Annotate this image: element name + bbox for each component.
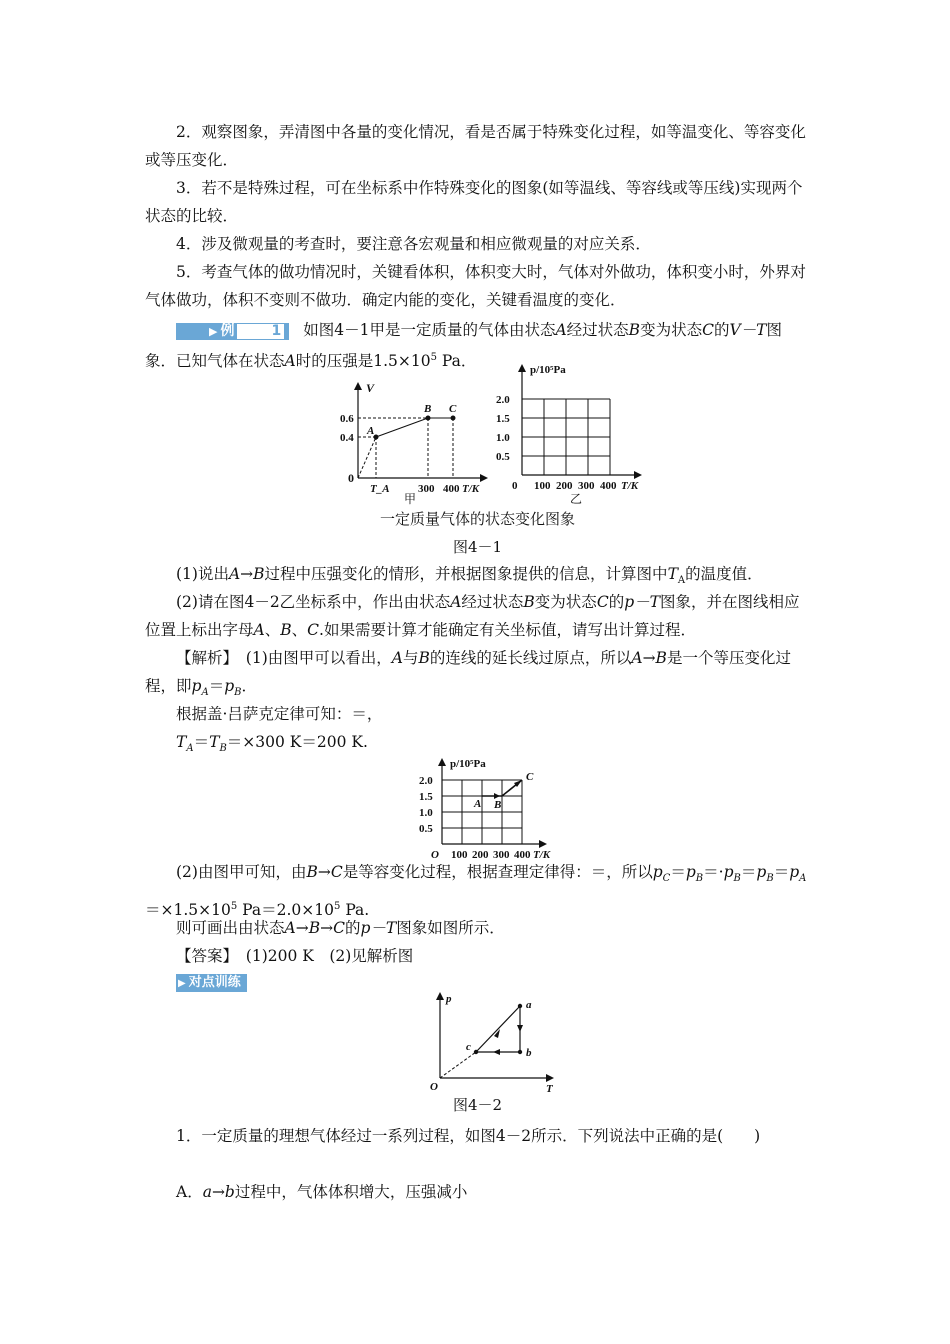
example-tag: ▶ 例 1 — [176, 323, 289, 340]
paragraph-2: 2．观察图象，弄清图中各量的变化情况，看是否属于特殊变化过程，如等温变化、等容变化或等压变化． — [145, 123, 806, 169]
point-a-label: A — [474, 798, 482, 810]
origin-label: O — [430, 1081, 438, 1092]
point-b-label: b — [526, 1047, 532, 1059]
x-axis-label: T/K — [621, 480, 639, 492]
figure-caption-4-1: 图4－1 — [452, 538, 503, 556]
solution-pt-graph — [415, 758, 555, 860]
point-c-label: C — [449, 403, 457, 415]
y-tick-2-0: 2.0 — [419, 775, 433, 787]
play-arrow-icon: ▶ — [178, 978, 186, 989]
y-tick-1-5: 1.5 — [496, 413, 510, 425]
y-tick-1-5: 1.5 — [419, 791, 433, 803]
paragraph-3: 3．若不是特殊过程，可在坐标系中作特殊变化的图象(如等温线、等容线或等压线)实现两个状态的比较． — [145, 179, 803, 225]
point-b — [518, 1050, 522, 1054]
point-a — [518, 1004, 522, 1008]
p-axis-label: p/10⁵Pa — [530, 364, 566, 376]
point-c — [451, 416, 456, 421]
x-tick-200: 200 — [556, 480, 573, 492]
point-b-label: B — [424, 403, 432, 415]
t-axis-label: T — [546, 1083, 553, 1092]
x-tick-400: 400 — [514, 849, 531, 860]
question-2: (2)请在图4－2乙坐标系中，作出由状态A经过状态B变为状态C的p－T图象，并在图线相应位置上标出字母A、B、C.如果需要计算才能确定有关坐标值，请写出计算过程． — [145, 593, 800, 639]
figure-caption-4-2: 图4－2 — [452, 1096, 503, 1114]
x-tick-400: 400 — [600, 480, 617, 492]
v-axis-label: V — [366, 381, 375, 395]
point-b-label: B — [494, 799, 502, 811]
vt-graph — [340, 378, 490, 506]
sublabel-jia: 甲 — [404, 492, 417, 506]
option-a: A．a→b过程中，气体体积增大，压强减小 — [176, 1183, 468, 1201]
paragraph-5: 5．考查气体的做功情况时，关键看体积，体积变大时，气体对外做功，体积变小时，外界对气体做功，体积不变则不做功．确定内能的变化，关键看温度的变化． — [145, 263, 806, 309]
x-tick-ta: T_A — [370, 483, 390, 495]
play-arrow-icon: ▶ — [209, 325, 218, 338]
point-a-label: a — [526, 999, 532, 1011]
law-statement: 根据盖·吕萨克定律可知：＝， — [176, 705, 383, 723]
y-tick-0-5: 0.5 — [496, 451, 510, 463]
y-tick-0-5: 0.5 — [419, 823, 433, 835]
x-tick-100: 100 — [534, 480, 551, 492]
question-1: (1)说出A→B过程中压强变化的情形，并根据图象提供的信息，计算图中$T_A$的温度值． — [176, 565, 763, 587]
paragraph-4: 4．涉及微观量的考查时，要注意各宏观量和相应微观量的对应关系． — [176, 235, 651, 253]
y-tick-1-0: 1.0 — [496, 432, 510, 444]
x-axis-label: T/K — [462, 483, 480, 495]
solution-part-2: (2)由图甲可知，由B→C是等容变化过程，根据查理定律得：＝，所以$p_C=p_B=\cdot p_B=p_B=p_A=\times 1.5\times 10^5$ $Pa=2.0\times 10^5$ Pa. — [145, 863, 807, 920]
origin-label: 0 — [512, 480, 518, 492]
x-tick-100: 100 — [451, 849, 468, 860]
p-axis-label: p/10⁵Pa — [450, 758, 486, 770]
sublabel-yi: 乙 — [570, 492, 583, 506]
x-tick-300: 300 — [493, 849, 510, 860]
point-c-label: C — [526, 771, 534, 783]
point-b — [426, 416, 431, 421]
p-axis-label: p — [446, 993, 452, 1005]
point-c — [474, 1050, 478, 1054]
x-tick-200: 200 — [472, 849, 489, 860]
answer-line: 【答案】 (1)200 K (2)见解析图 — [176, 947, 414, 965]
draw-statement: 则可画出由状态A→B→C的p－T图象如图所示． — [176, 919, 505, 937]
example-1-intro: ▶ 例 1 如图4－1甲是一定质量的气体由状态A经过状态B变为状态C的V－T图象．已知气体在状态A时的压强是$1.5\times 10^5$ Pa． — [145, 321, 783, 371]
point-c-label: c — [466, 1041, 471, 1053]
origin-label: O — [431, 849, 439, 860]
x-tick-300: 300 — [578, 480, 595, 492]
y-tick-0-4: 0.4 — [340, 432, 354, 444]
x-tick-400: 400 — [443, 483, 460, 495]
abc-pt-graph — [428, 992, 558, 1092]
x-tick-300: 300 — [418, 483, 435, 495]
y-tick-2-0: 2.0 — [496, 394, 510, 406]
y-tick-1-0: 1.0 — [419, 807, 433, 819]
pt-grid-graph — [492, 362, 650, 492]
x-axis-label: T/K — [533, 849, 551, 860]
practice-question-1: 1．一定质量的理想气体经过一系列过程，如图4－2所示．下列说法中正确的是( ) — [176, 1127, 761, 1145]
solution-part-1: 【解析】 (1)由图甲可以看出，A与B的连线的延长线过原点，所以A→B是一个等压变化过程，即$p_A=p_B$． — [145, 649, 791, 699]
point-a-label: A — [367, 425, 375, 437]
figure-title: 一定质量气体的状态变化图象 — [379, 510, 575, 528]
origin-label: 0 — [348, 471, 354, 485]
ta-calculation: $T_A=T_B=\times 300$ K＝200 K. — [176, 733, 368, 755]
practice-tag: ▶ 对点训练 — [176, 974, 247, 992]
y-tick-0-6: 0.6 — [340, 413, 354, 425]
